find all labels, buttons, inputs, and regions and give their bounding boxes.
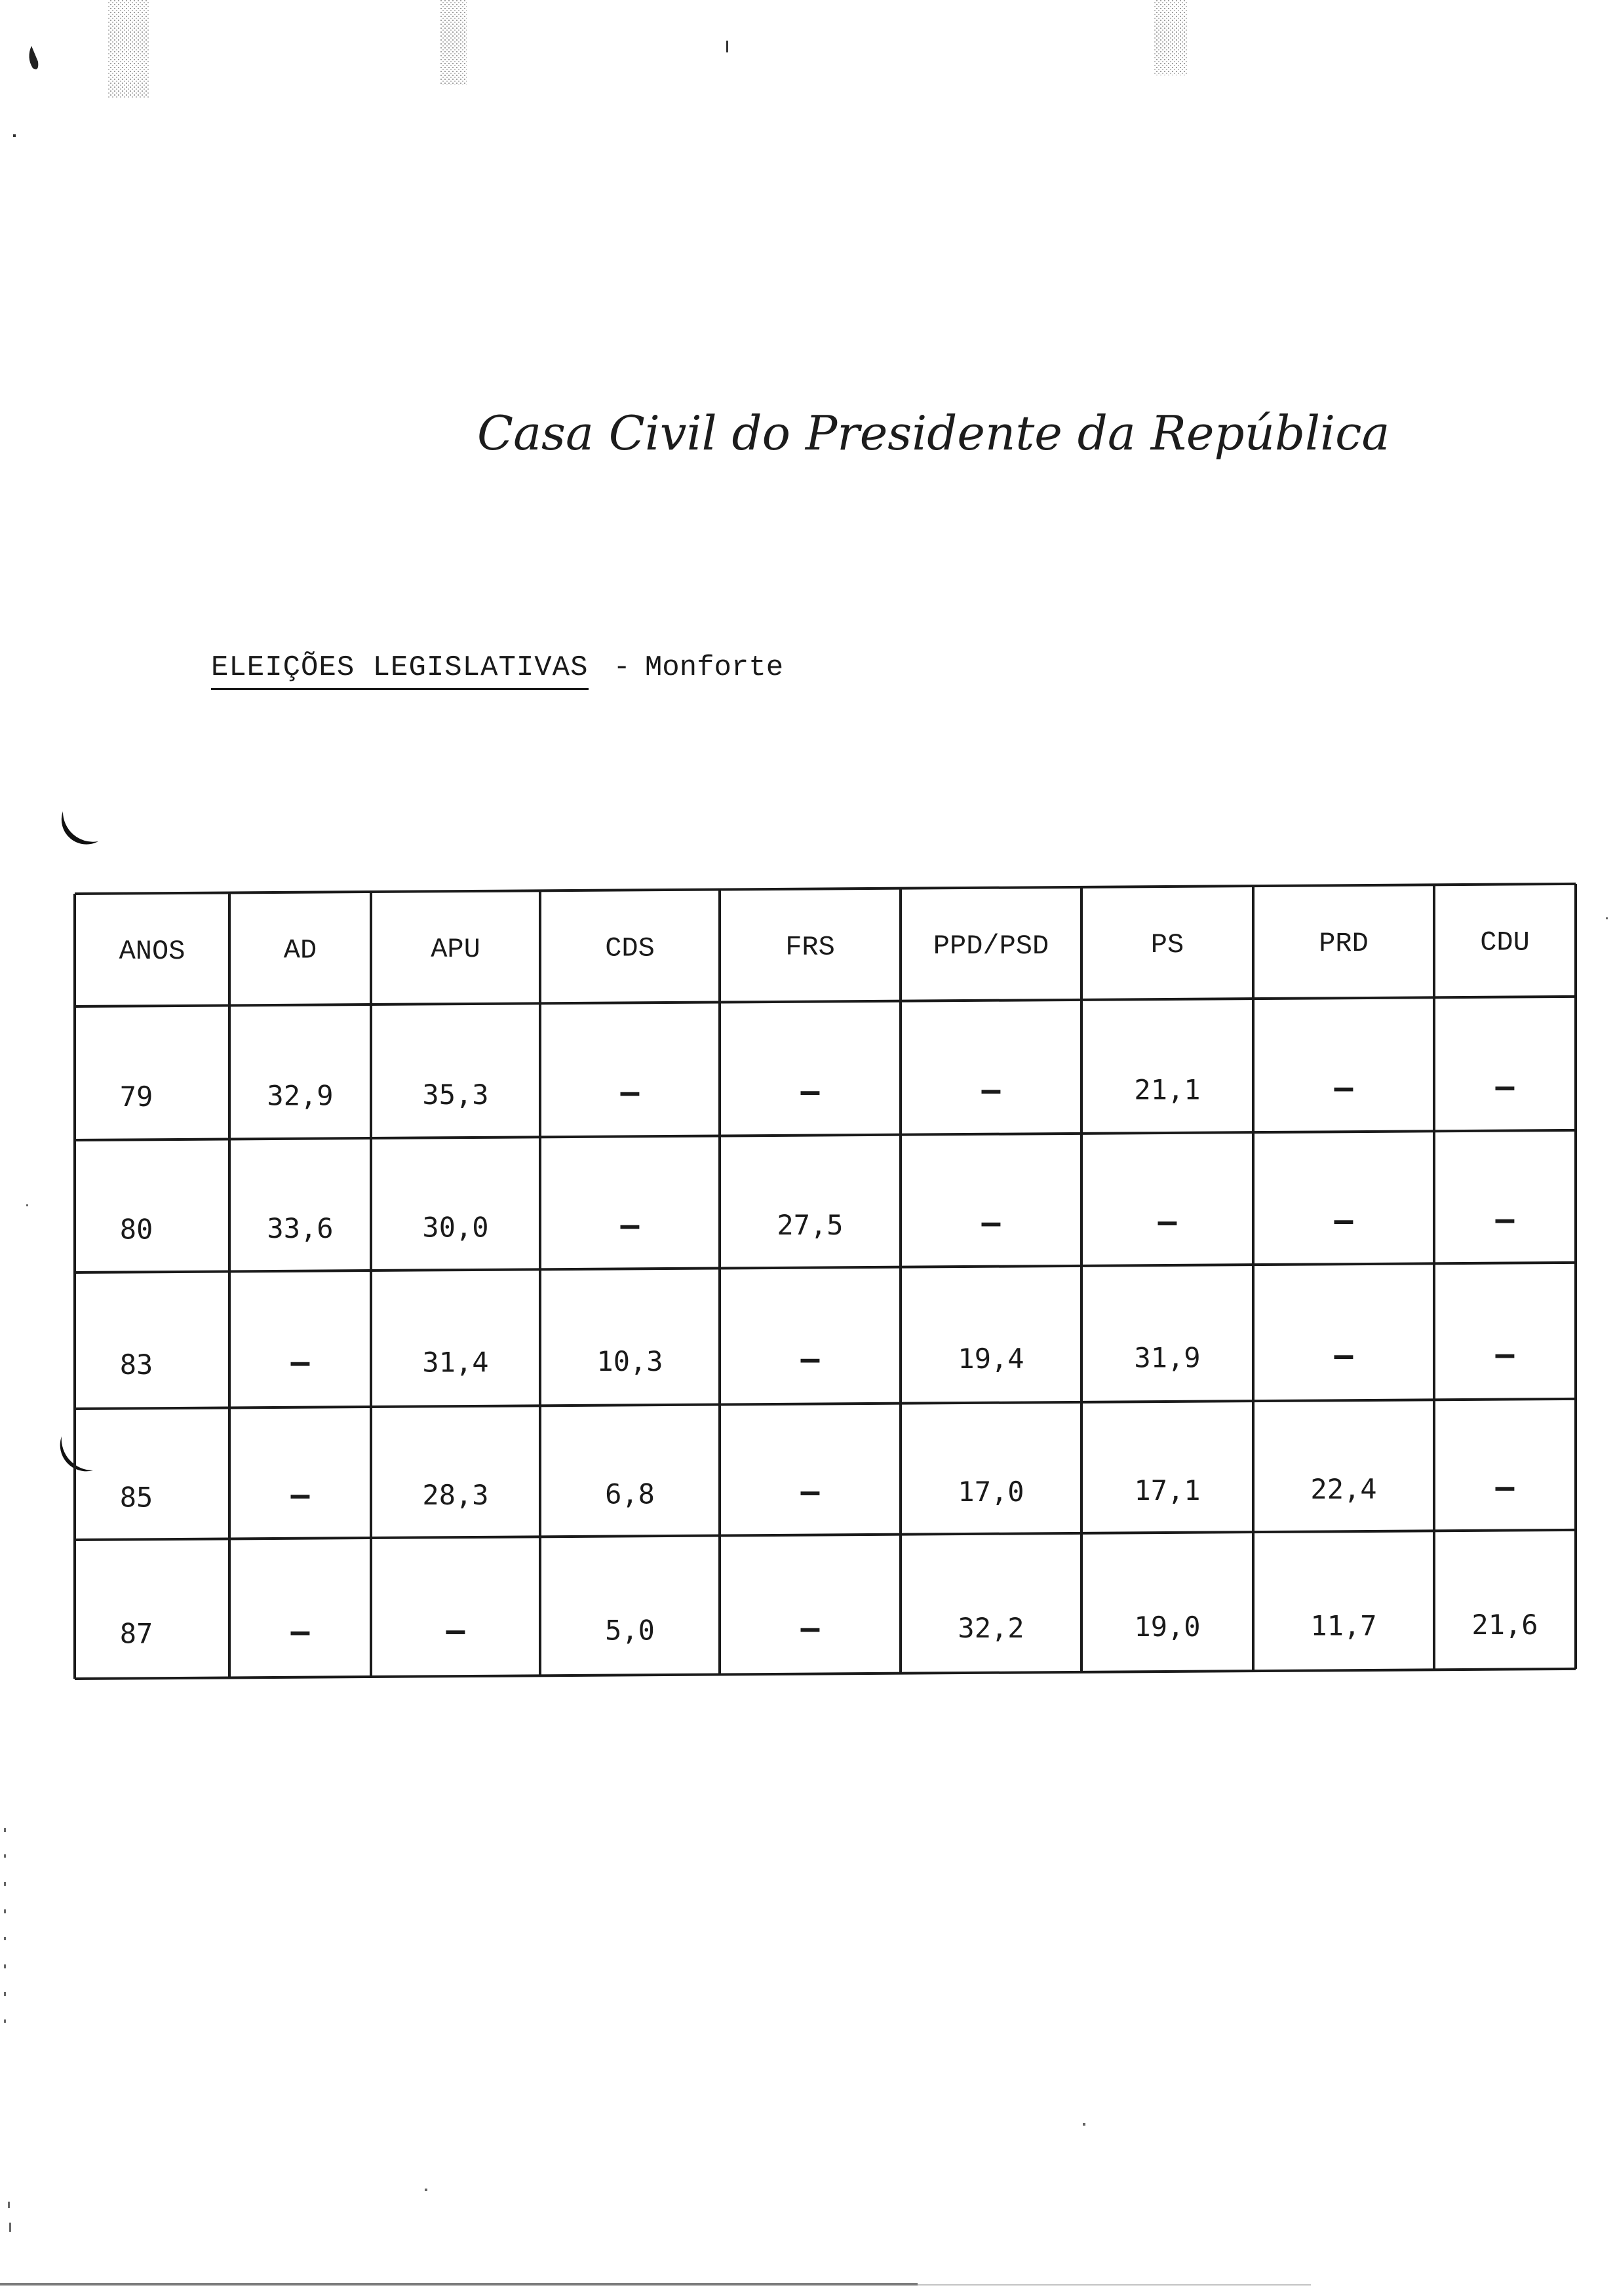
table-cell: 27,5 — [777, 1208, 844, 1241]
column-header: CDU — [1480, 927, 1530, 959]
table-cell: – — [620, 1074, 640, 1111]
table-cell: 22,4 — [1310, 1473, 1377, 1506]
table-cell: – — [800, 1473, 820, 1510]
row-year: 80 — [119, 1213, 153, 1246]
column-header: FRS — [785, 931, 835, 963]
table-cell: 30,0 — [422, 1211, 489, 1244]
table-rule-horizontal — [75, 1263, 1576, 1272]
table-cell: 32,9 — [267, 1079, 334, 1112]
table-cell: – — [446, 1612, 465, 1649]
title-separator: - — [613, 651, 631, 684]
table-cell: 10,3 — [596, 1345, 663, 1377]
table-cell: – — [290, 1344, 310, 1381]
table-cell: – — [800, 1341, 820, 1378]
column-header: AD — [283, 934, 317, 966]
table-cell: 21,1 — [1134, 1073, 1201, 1106]
column-header: APU — [431, 934, 480, 966]
table-cell: – — [290, 1476, 310, 1514]
table-cell: – — [1495, 1200, 1515, 1238]
table-cell: 11,7 — [1310, 1609, 1377, 1642]
row-year: 79 — [119, 1081, 153, 1113]
row-year: 83 — [119, 1348, 153, 1381]
row-year: 87 — [119, 1617, 153, 1650]
title-heading: ELEIÇÕES LEGISLATIVAS — [211, 651, 589, 690]
table-cell: 31,4 — [422, 1346, 489, 1379]
table-cell: 32,2 — [958, 1611, 1024, 1644]
column-header: PRD — [1319, 928, 1369, 960]
table-cell: 19,0 — [1134, 1611, 1201, 1643]
column-header: ANOS — [119, 936, 185, 968]
table-cell: – — [1495, 1068, 1515, 1105]
table-rule-horizontal — [75, 997, 1576, 1006]
letterhead-text: Casa Civil do Presidente da República — [477, 406, 1390, 461]
table-cell: – — [981, 1204, 1001, 1242]
table-cell: – — [1495, 1336, 1515, 1373]
table-cell: – — [981, 1071, 1001, 1109]
table-cell: – — [800, 1073, 820, 1110]
title-place: Monforte — [644, 651, 784, 684]
row-year: 85 — [119, 1481, 153, 1514]
column-header: PS — [1150, 928, 1184, 961]
table-cell: 31,9 — [1134, 1341, 1201, 1374]
table-cell: – — [620, 1206, 640, 1244]
table-cell: – — [1334, 1202, 1353, 1239]
table-cell: 35,3 — [422, 1078, 489, 1111]
table-rule-horizontal — [75, 1399, 1576, 1409]
table-rule-horizontal — [75, 884, 1576, 894]
table-cell: – — [1334, 1337, 1353, 1374]
table-cell: 17,0 — [958, 1475, 1024, 1508]
column-header: PPD/PSD — [933, 930, 1049, 962]
table-cell: – — [1334, 1069, 1353, 1106]
table-rule-horizontal — [75, 1130, 1576, 1140]
table-cell: – — [800, 1609, 820, 1647]
table-cell: 33,6 — [267, 1212, 334, 1245]
table-cell: – — [1158, 1203, 1177, 1240]
column-header: CDS — [605, 932, 655, 965]
table-rule-horizontal — [75, 1669, 1576, 1679]
table-cell: 19,4 — [958, 1343, 1024, 1375]
table-cell: – — [1495, 1468, 1515, 1506]
table-cell: 5,0 — [605, 1614, 655, 1647]
table-cell: 28,3 — [422, 1479, 489, 1512]
table-cell: 21,6 — [1471, 1608, 1538, 1641]
table-cell: 17,1 — [1134, 1474, 1201, 1506]
table-cell: 6,8 — [605, 1478, 655, 1510]
table-cell: – — [290, 1613, 310, 1650]
table-rule-horizontal — [75, 1530, 1576, 1540]
